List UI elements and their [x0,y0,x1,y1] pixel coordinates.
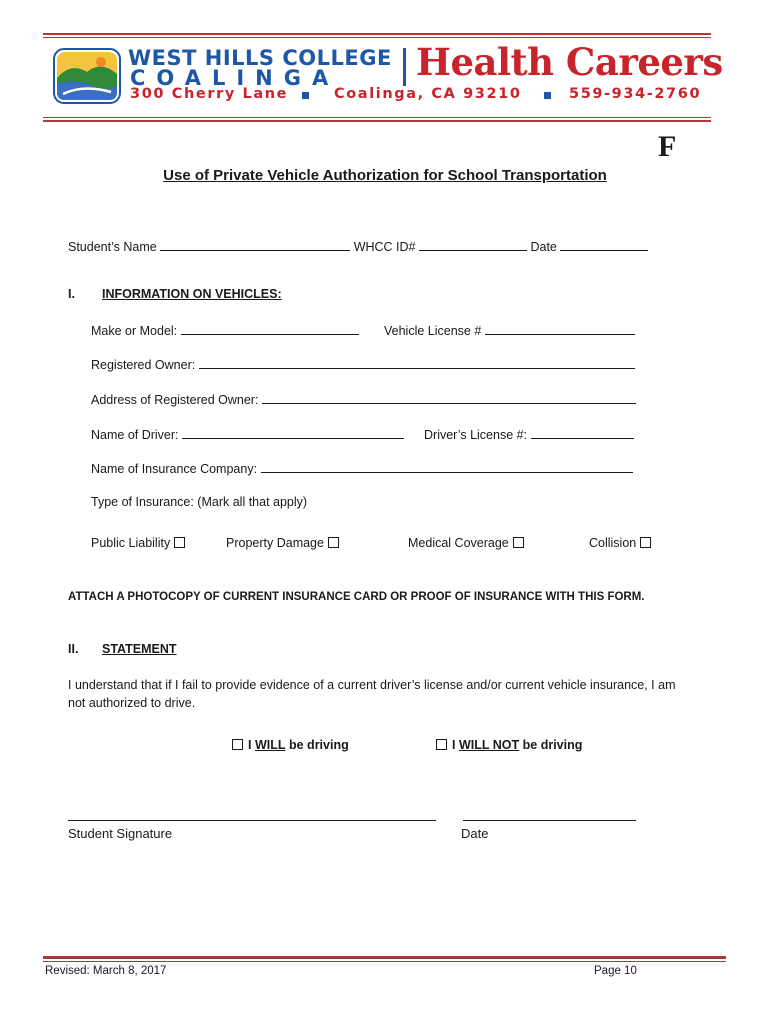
whcc-id-label: WHCC ID# [353,240,416,254]
owner-address-row [91,391,636,407]
option-medical-coverage[interactable] [408,536,524,550]
page-number: Page 10 [594,965,637,977]
checkbox[interactable] [174,537,185,548]
checkbox[interactable] [232,739,243,750]
department-title: Health Careers [416,40,723,84]
checkbox[interactable] [436,739,447,750]
will-suffix: be driving [289,738,349,752]
owner-address-label: Address of Registered Owner: [91,393,259,407]
option-label: Collision [589,536,637,550]
student-name-label: Student’s Name [68,240,157,254]
make-model-field[interactable] [181,322,359,335]
city-state-zip: Coalinga, CA 93210 [334,86,522,102]
header-bottom-rule [43,120,711,122]
registered-owner-row [91,356,635,372]
student-info-row [68,238,648,254]
college-name: WEST HILLS COLLEGE [128,46,392,70]
attach-notice: ATTACH A PHOTOCOPY OF CURRENT INSURANCE CARD OR PROOF OF INSURANCE WITH THIS FORM. [68,591,645,603]
statement-text: I understand that if I fail to provide evidence of a current driver’s license and/or current vehicle insurance, I am not authorized to drive. [68,678,676,710]
section-1-number: I. [68,287,75,301]
option-label: Property Damage [226,536,324,550]
will-not-drive-option[interactable] [436,738,582,752]
checkbox[interactable] [328,537,339,548]
insurance-type-label: Type of Insurance: (Mark all that apply) [91,495,308,509]
date-field[interactable] [560,238,648,251]
signature-date-label: Date [461,826,489,841]
header-top-rule-thin [43,37,711,38]
driver-name-row [91,426,404,442]
revised-date: Revised: March 8, 2017 [45,965,167,977]
footer-rule [43,956,726,959]
insurance-company-field[interactable] [261,460,633,473]
student-signature-label: Student Signature [68,826,173,841]
option-collision[interactable] [589,536,651,550]
vehicle-license-field[interactable] [485,322,635,335]
signature-date-line[interactable] [463,820,636,821]
drivers-license-row [424,426,634,442]
will-word: WILL [254,738,286,752]
option-label: Public Liability [91,536,171,550]
will-not-suffix: be driving [522,738,583,752]
vehicle-license-label: Vehicle License # [384,324,482,338]
address-bullet [544,92,551,99]
make-model-label: Make or Model: [91,324,178,338]
student-name-field[interactable] [160,238,350,251]
will-not-prefix: I [452,738,456,752]
form-letter: F [658,130,677,163]
owner-address-field[interactable] [262,391,636,404]
footer-rule-thin [43,961,726,962]
vehicle-license-row [384,322,635,338]
insurance-company-label: Name of Insurance Company: [91,462,258,476]
make-model-row [91,322,359,338]
drivers-license-label: Driver’s License #: [424,428,528,442]
date-label: Date [530,240,557,254]
driver-name-field[interactable] [182,426,404,439]
option-property-damage[interactable] [226,536,339,550]
option-public-liability[interactable] [91,536,185,550]
header-top-rule [43,33,711,35]
address-bullet [302,92,309,99]
whcc-id-field[interactable] [419,238,527,251]
street-address: 300 Cherry Lane [130,86,289,102]
will-not-word: WILL NOT [458,738,520,752]
insurance-company-row [91,460,633,476]
section-1-heading: INFORMATION ON VEHICLES: [102,287,282,301]
checkbox[interactable] [640,537,651,548]
registered-owner-label: Registered Owner: [91,358,196,372]
student-signature-line[interactable] [68,820,436,821]
section-2-number: II. [68,642,79,656]
college-city: COALINGA [130,66,340,90]
will-drive-option[interactable] [232,738,349,752]
option-label: Medical Coverage [408,536,509,550]
driver-name-label: Name of Driver: [91,428,179,442]
phone-number: 559-934-2760 [569,86,702,102]
form-title: Use of Private Vehicle Authorization for School Transportation [163,167,607,184]
header-bottom-rule-thin [43,117,711,118]
registered-owner-field[interactable] [199,356,635,369]
section-2-heading: STATEMENT [102,642,177,656]
drivers-license-field[interactable] [531,426,634,439]
header-divider [403,48,406,86]
college-logo [53,48,121,104]
will-prefix: I [248,738,252,752]
checkbox[interactable] [513,537,524,548]
